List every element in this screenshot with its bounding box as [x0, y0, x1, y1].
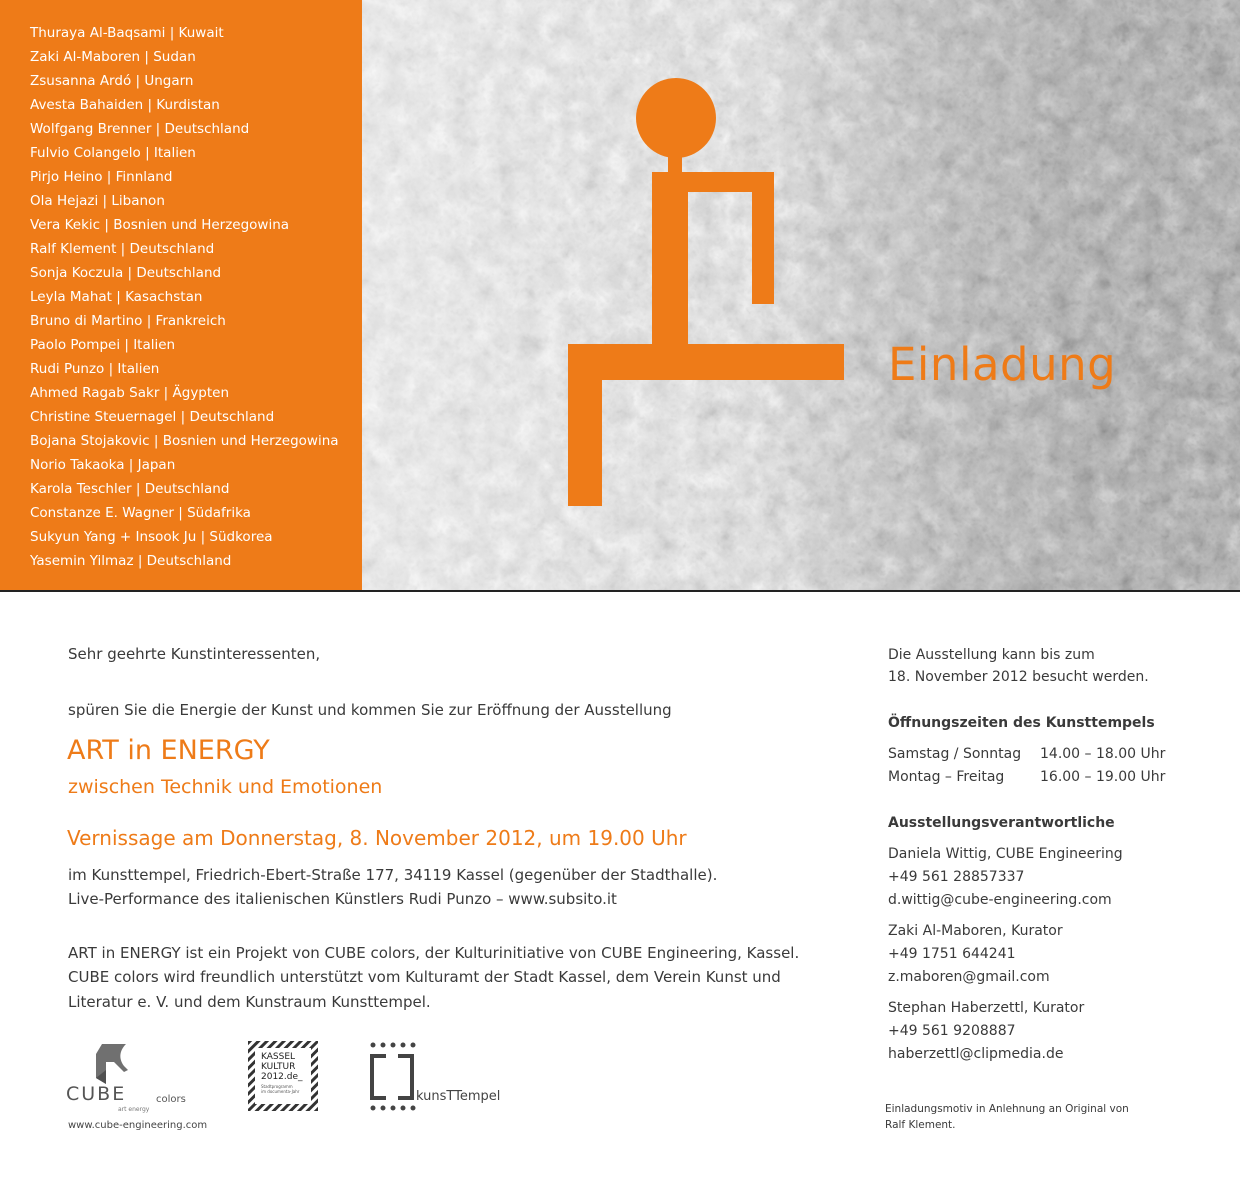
venue-address: im Kunsttempel, Friedrich-Ebert-Straße 177, 34119 Kassel (gegenüber der Stadthalle). [68, 866, 718, 884]
header-section [0, 0, 1240, 590]
contact-email[interactable]: haberzettl@clipmedia.de [888, 1046, 1064, 1062]
artist-item: Ola Hejazi | Libanon [30, 193, 165, 209]
exhibition-until: Die Ausstellung kann bis zum [888, 647, 1095, 663]
kunsttempel-logo [370, 1042, 520, 1114]
project-description: CUBE colors wird freundlich unterstützt vom Kulturamt der Stadt Kassel, dem Verein Kunst und [68, 968, 781, 986]
kassel-small: Stadtprogramm [261, 1084, 293, 1089]
hours-days: Montag – Freitag [888, 769, 1005, 785]
section-divider [0, 590, 1240, 592]
intro-text: spüren Sie die Energie der Kunst und kommen Sie zur Eröffnung der Ausstellung [68, 701, 672, 719]
contact-email[interactable]: z.maboren@gmail.com [888, 969, 1050, 985]
artist-item: Norio Takaoka | Japan [30, 457, 176, 473]
artist-item: Christine Steuernagel | Deutschland [30, 409, 275, 425]
contact-phone: +49 561 28857337 [888, 869, 1025, 885]
artist-item: Constanze E. Wagner | Südafrika [30, 505, 251, 521]
kassel-line: KASSEL [261, 1052, 296, 1062]
artist-item: Pirjo Heino | Finnland [30, 169, 173, 185]
kassel-kultur-logo [248, 1041, 318, 1111]
exhibition-until: 18. November 2012 besucht werden. [888, 669, 1149, 685]
artist-item: Sonja Koczula | Deutschland [30, 265, 222, 281]
greeting: Sehr geehrte Kunstinteressenten, [68, 645, 321, 663]
artist-item: Thuraya Al-Baqsami | Kuwait [30, 25, 224, 41]
contact-name: Stephan Haberzettl, Kurator [888, 1000, 1085, 1016]
kassel-line: 2012.de_ [261, 1072, 303, 1082]
kunsttempel-icon [370, 1042, 418, 1112]
cube-wordmark: CUBE [66, 1083, 127, 1105]
artist-item: Zaki Al-Maboren | Sudan [30, 49, 196, 65]
performance-note: Live-Performance des italienischen Künstlers Rudi Punzo – www.subsito.it [68, 890, 617, 908]
kassel-line: KULTUR [261, 1062, 296, 1072]
cube-colors-label: colors [156, 1094, 186, 1105]
hours-time: 16.00 – 19.00 Uhr [1040, 769, 1166, 785]
kassel-small: im documenta-Jahr [261, 1089, 300, 1094]
artist-item: Sukyun Yang + Insook Ju | Südkorea [30, 529, 273, 545]
cube-website: www.cube-engineering.com [68, 1120, 208, 1131]
exhibition-subtitle: zwischen Technik und Emotionen [68, 776, 383, 798]
artist-item: Rudi Punzo | Italien [30, 361, 160, 377]
hours-days: Samstag / Sonntag [888, 746, 1022, 762]
hero-image [362, 0, 1240, 590]
artist-item: Ahmed Ragab Sakr | Ägypten [30, 385, 230, 401]
cube-colors-logo [66, 1040, 216, 1120]
project-description: ART in ENERGY ist ein Projekt von CUBE colors, der Kulturinitiative von CUBE Engineering, Kassel. [68, 944, 800, 962]
kunsttempel-wordmark: kunsTTempel [416, 1089, 501, 1104]
contact-email[interactable]: d.wittig@cube-engineering.com [888, 892, 1112, 908]
cube-tagline: art energy [118, 1106, 150, 1113]
artist-item: Avesta Bahaiden | Kurdistan [30, 97, 220, 113]
artist-item: Zsusanna Ardó | Ungarn [30, 73, 194, 89]
project-description: Literatur e. V. und dem Kunstraum Kunsttempel. [68, 993, 431, 1011]
vernissage-date: Vernissage am Donnerstag, 8. November 2012, um 19.00 Uhr [67, 826, 687, 850]
opening-hours-heading: Öffnungszeiten des Kunsttempels [888, 715, 1155, 731]
image-credit: Einladungsmotiv in Anlehnung an Original von [885, 1103, 1129, 1115]
artist-item: Bruno di Martino | Frankreich [30, 313, 226, 329]
artist-item: Karola Teschler | Deutschland [30, 481, 230, 497]
contacts-heading: Ausstellungsverantwortliche [888, 815, 1115, 831]
artist-item: Bojana Stojakovic | Bosnien und Herzegowina [30, 433, 339, 449]
artist-item: Vera Kekic | Bosnien und Herzegowina [30, 217, 290, 233]
contact-phone: +49 561 9208887 [888, 1023, 1016, 1039]
image-credit: Ralf Klement. [885, 1119, 956, 1131]
contact-name: Zaki Al-Maboren, Kurator [888, 923, 1063, 939]
artist-item: Leyla Mahat | Kasachstan [30, 289, 203, 305]
textured-background [362, 0, 1240, 590]
artist-item: Yasemin Yilmaz | Deutschland [30, 553, 232, 569]
contact-phone: +49 1751 644241 [888, 946, 1016, 962]
contact-name: Daniela Wittig, CUBE Engineering [888, 846, 1123, 862]
hours-time: 14.00 – 18.00 Uhr [1040, 746, 1166, 762]
artist-item: Ralf Klement | Deutschland [30, 241, 215, 257]
artist-item: Wolfgang Brenner | Deutschland [30, 121, 250, 137]
invitation-title: Einladung [888, 338, 1117, 391]
exhibition-title: ART in ENERGY [67, 735, 270, 766]
artist-list-panel [0, 0, 362, 590]
artist-item: Fulvio Colangelo | Italien [30, 145, 196, 161]
artist-item: Paolo Pompei | Italien [30, 337, 176, 353]
